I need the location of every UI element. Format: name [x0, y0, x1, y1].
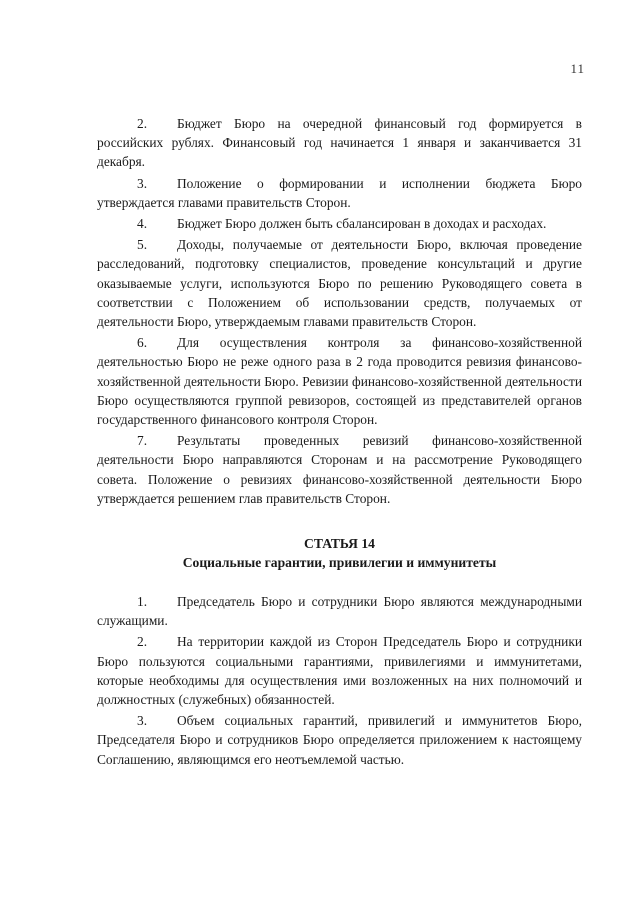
article-number: СТАТЬЯ 14: [304, 536, 375, 551]
article-paragraph-2: [97, 632, 582, 709]
paragraph-number: 3.: [137, 175, 148, 191]
paragraph-text: Председатель Бюро и сотрудники Бюро являются международными служащими.: [97, 594, 582, 629]
paragraph-text: Объем социальных гарантий, привилегий и иммунитетов Бюро, Председателя Бюро и сотрудников Бюро определяется приложением к настоящему Соглашению, являющимся его неотъемлемой частью.: [97, 713, 582, 767]
paragraph-4: [97, 214, 582, 233]
article-title: Социальные гарантии, привилегии и иммунитеты: [182, 555, 497, 570]
paragraph-text: Доходы, получаемые от деятельности Бюро, включая проведение расследований, подготовку специалистов, проведение консультаций и другие оказываемые услуги, используются Бюро по решению Руководящего совета в соответствии с Положением об использовании средств, получаемых от деятельности Бюро, утверждаемым главами правительств Сторон.: [97, 237, 582, 330]
page-number: 11: [570, 61, 585, 76]
article-heading: [97, 534, 582, 572]
paragraph-text: Для осуществления контроля за финансово-хозяйственной деятельностью Бюро не реже одного раза в 2 года проводится ревизия финансово-хозяйственной деятельности Бюро. Ревизии финансово-хозяйственной деятельности Бюро осуществляются группой ревизоров, состоящей из представителей органов государственного финансового контроля Сторон.: [97, 335, 582, 428]
paragraph-text: Бюджет Бюро должен быть сбалансирован в доходах и расходах.: [177, 216, 547, 232]
article-paragraph-3: [97, 711, 582, 769]
paragraph-6: [97, 333, 582, 429]
paragraph-text: Бюджет Бюро на очередной финансовый год формируется в российских рублях. Финансовый год начинается 1 января и заканчивается 31 декабря.: [97, 116, 582, 170]
paragraph-number: 5.: [137, 237, 148, 253]
article-14-section: [97, 592, 582, 771]
paragraph-number: 2.: [137, 116, 148, 131]
paragraph-number: 7.: [137, 433, 148, 449]
paragraph-number: 3.: [137, 713, 148, 729]
paragraph-text: Положение о формировании и исполнении бюджета Бюро утверждается главами правительств Сторон.: [97, 175, 582, 210]
paragraph-number: 4.: [137, 216, 148, 232]
paragraph-3: [97, 174, 582, 212]
paragraph-text: Результаты проведенных ревизий финансово-хозяйственной деятельности Бюро направляются Сторонам и на рассмотрение Руководящего совета. Положение о ревизиях финансово-хозяйственной деятельности Бюро утверждается решением глав правительств Сторон.: [97, 433, 582, 506]
article-paragraph-1: [97, 592, 582, 630]
paragraph-number: 2.: [137, 634, 148, 650]
paragraph-7: [97, 431, 582, 508]
budget-section: [97, 114, 582, 510]
paragraph-number: 1.: [137, 594, 148, 609]
paragraph-5: [97, 235, 582, 331]
paragraph-number: 6.: [137, 335, 148, 351]
paragraph-2: [97, 114, 582, 172]
paragraph-text: На территории каждой из Сторон Председатель Бюро и сотрудники Бюро пользуются социальными гарантиями, привилегиями и иммунитетами, которые необходимы для осуществления ими возложенных на них полномочий и должностных (служебных) обязанностей.: [97, 634, 582, 708]
